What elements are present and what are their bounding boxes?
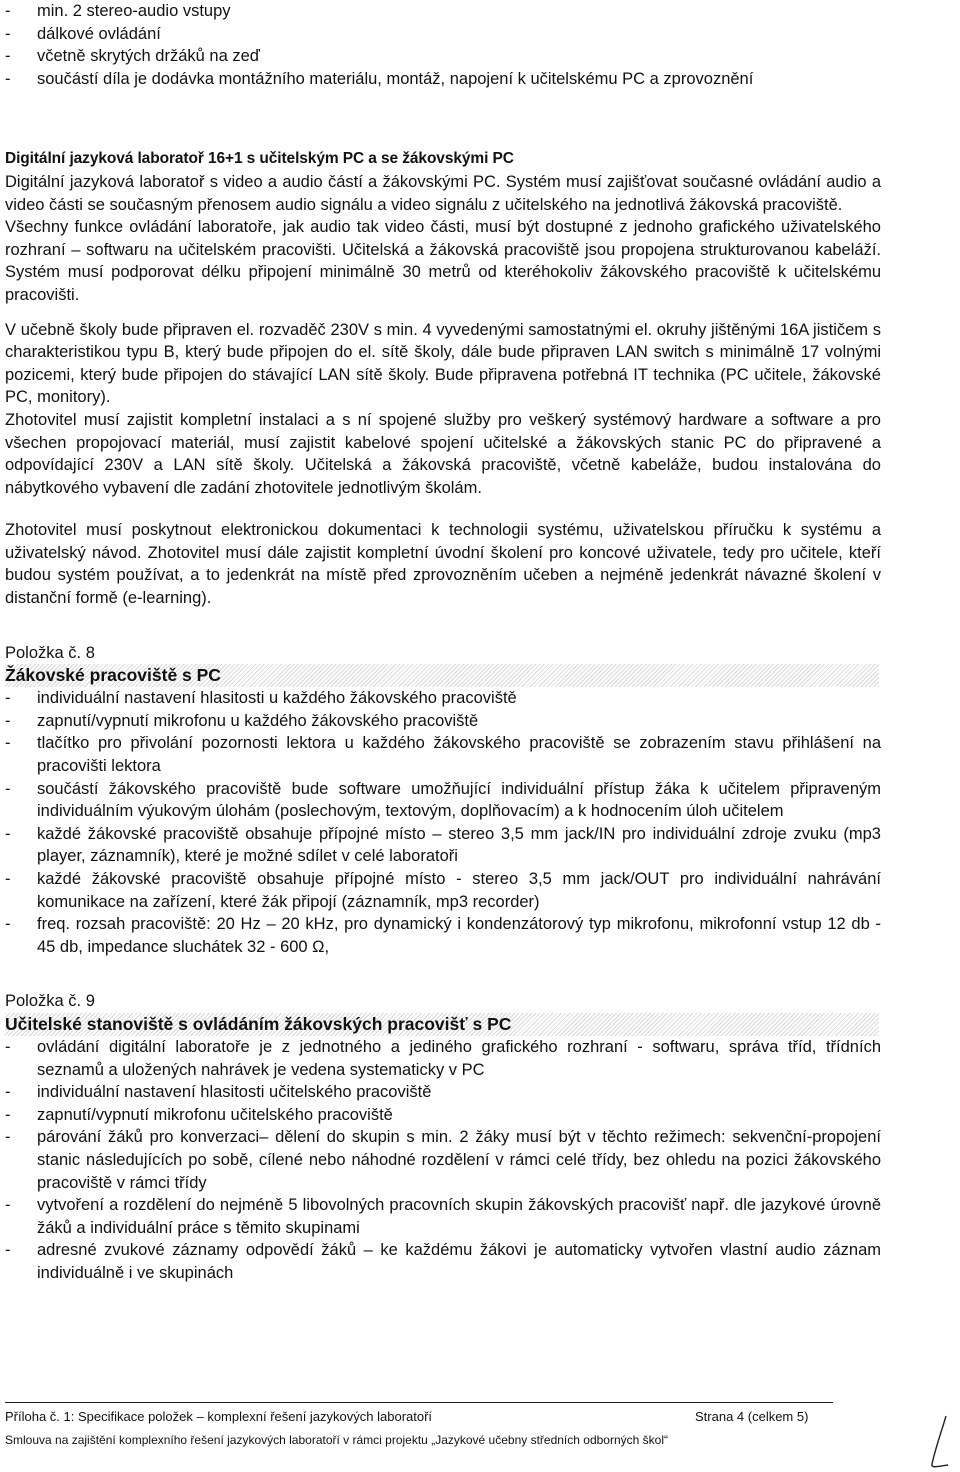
list-item: - dálkové ovládání bbox=[5, 23, 881, 46]
list-item: - párování žáků pro konverzaci– dělení do skupin s min. 2 žáky musí být v těchto režimech: sekvenční-propojení stanic následujících po sobě, cílené nebo náhodné rozdělení v rámci celé třídy, bez ohledu na pozici žákovského pracoviště v rámci třídy bbox=[5, 1126, 881, 1194]
footer-contract: Smlouva na zajištění komplexního řešení jazykových laboratoří v rámci projektu „Jazykové učebny středních odborných škol“ bbox=[5, 1433, 668, 1447]
list-item: - vytvoření a rozdělení do nejméně 5 libovolných pracovních skupin žákovských pracovišť např. dle jazykové úrovně žáků a individuální práce s těmito skupinami bbox=[5, 1194, 881, 1239]
list-item: - tlačítko pro přivolání pozornosti lektora u každého žákovského pracoviště se zobrazením stavu přihlášení na pracovišti lektora bbox=[5, 732, 881, 777]
lab-paragraph-3: V učebně školy bude připraven el. rozvaděč 230V s min. 4 vyvedenými samostatnými el. okruhy jištěnými 16A jističem s charakteristikou typu B, který bude připojen do el. sítě školy, dále bude připraven LAN switch s minimálně 17 volnými pozicemi, který bude připojen do stávající LAN sítě školy. Bude připravena potřebná IT technika (PC učitele, žákovské PC, monitory). bbox=[5, 320, 881, 407]
list-item: - min. 2 stereo-audio vstupy bbox=[5, 0, 881, 23]
list-item: - součástí žákovského pracoviště bude software umožňující individuální přístup žáka k učitelem připraveným individuálním výukovým úlohám (poslechovým, textovým, doplňovacím) a k hodnocením úloh učitelem bbox=[5, 778, 881, 823]
intro-list bbox=[5, 0, 881, 90]
item9-label: Položka č. 9 bbox=[5, 992, 95, 1011]
lab-paragraph-4: Zhotovitel musí zajistit kompletní instalaci a s ní spojené služby pro veškerý systémový hardware a software a pro všechen propojovací materiál, musí zajistit kabelové spojení učitelské a žákovských stanic PC do připravené a odpovídající 230V a LAN sítě školy. Učitelská a žákovská pracoviště, včetně kabeláže, budou instalována do nábytkového vybavení dle zadání zhotovitele jednotlivým školám. bbox=[5, 410, 881, 497]
list-item: - individuální nastavení hlasitosti učitelského pracoviště bbox=[5, 1081, 881, 1104]
item8-title: Žákovské pracoviště s PC bbox=[5, 664, 879, 687]
document-content bbox=[5, 0, 881, 1285]
list-item: - každé žákovské pracoviště obsahuje přípojné místo - stereo 3,5 mm jack/OUT pro individuální nahrávání komunikace na zařízení, které žák připojí (záznamník, mp3 recorder) bbox=[5, 868, 881, 913]
list-item: - zapnutí/vypnutí mikrofonu u každého žákovského pracoviště bbox=[5, 710, 881, 733]
list-item: - individuální nastavení hlasitosti u každého žákovského pracoviště bbox=[5, 687, 881, 710]
list-item: - každé žákovské pracoviště obsahuje přípojné místo – stereo 3,5 mm jack/IN pro individuální zdroje zvuku (mp3 player, záznamník), které je možné sdílet v celé laboratoři bbox=[5, 823, 881, 868]
list-item: - včetně skrytých držáků na zeď bbox=[5, 45, 881, 68]
footer-attachment: Příloha č. 1: Specifikace položek – komplexní řešení jazykových laboratoří bbox=[5, 1409, 433, 1424]
item8-list bbox=[5, 687, 881, 958]
footer-page-number: Strana 4 (celkem 5) bbox=[695, 1409, 809, 1424]
list-item: - adresné zvukové záznamy odpovědí žáků – ke každému žákovi je automaticky vytvořen vlastní audio záznam individuálně i ve skupinách bbox=[5, 1239, 881, 1284]
list-item: - freq. rozsah pracoviště: 20 Hz – 20 kHz, pro dynamický i kondenzátorový typ mikrofonu, mikrofonní vstup 12 db - 45 db, impedance sluchátek 32 - 600 Ω, bbox=[5, 913, 881, 958]
lab-heading: Digitální jazyková laboratoř 16+1 s učitelským PC a se žákovskými PC bbox=[5, 150, 514, 168]
list-item: - ovládání digitální laboratoře je z jednotného a jediného grafického rozhraní - softwaru, správa tříd, třídních seznamů a uložených nahrávek je vedena systematicky v PC bbox=[5, 1036, 881, 1081]
item8-label: Položka č. 8 bbox=[5, 643, 95, 662]
lab-paragraph-1: Digitální jazyková laboratoř s video a audio částí a žákovskými PC. Systém musí zajišťovat současné ovládání audio a video části se současným přenosem audio signálu a video signálu z učitelského na jednotlivá žákovská pracoviště. bbox=[5, 172, 881, 214]
list-item: - součástí díla je dodávka montážního materiálu, montáž, napojení k učitelskému PC a zprovoznění bbox=[5, 68, 881, 91]
list-item: - zapnutí/vypnutí mikrofonu učitelského pracoviště bbox=[5, 1104, 881, 1127]
item9-title: Učitelské stanoviště s ovládáním žákovských pracovišť s PC bbox=[5, 1013, 879, 1036]
lab-paragraph-5: Zhotovitel musí poskytnout elektronickou dokumentaci k technologii systému, uživatelskou příručku k systému a uživatelský návod. Zhotovitel musí dále zajistit kompletní úvodní školení pro koncové uživatele, tedy pro učitele, kteří budou systém používat, a to jedenkrát na místě před zprovozněním učeben a nejméně jedenkrát návazné školení v distanční formě (e-learning). bbox=[5, 521, 881, 608]
footer-row bbox=[5, 1403, 925, 1423]
item9-list bbox=[5, 1036, 881, 1285]
signature-mark bbox=[924, 1412, 954, 1472]
page-footer bbox=[5, 1402, 925, 1447]
lab-paragraph-2: Všechny funkce ovládání laboratoře, jak audio tak video části, musí být dostupné z jednoho grafického uživatelského rozhraní – softwaru na učitelském pracovišti. Učitelská a žákovská pracoviště jsou propojena strukturovanou kabeláží. Systém musí podporovat délku připojení minimálně 30 metrů od kteréhokoliv žákovského pracoviště k učitelskému pracovišti. bbox=[5, 218, 881, 304]
